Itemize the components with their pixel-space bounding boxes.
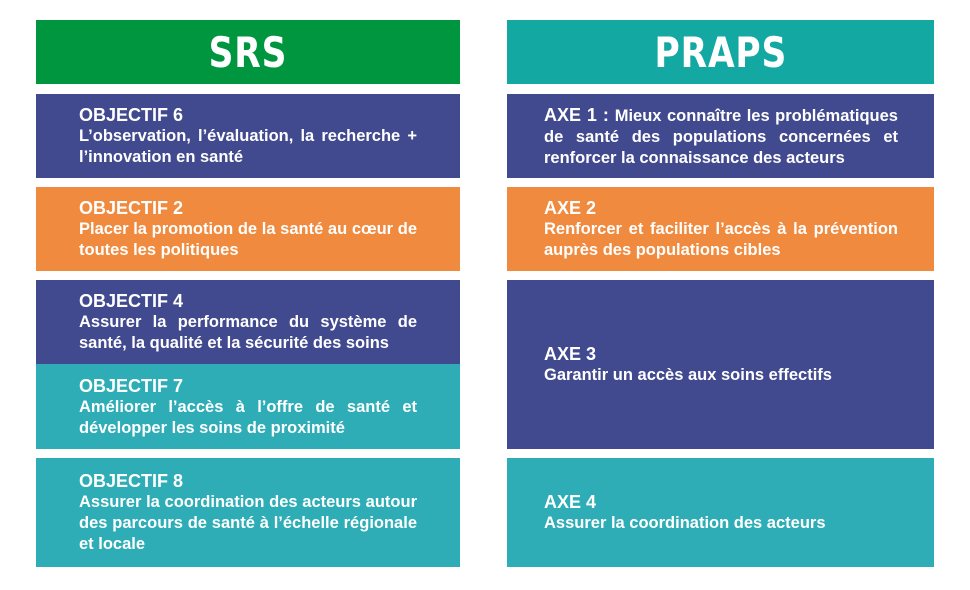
srs-objectif-8 (36, 458, 460, 567)
srs-objectif-6 (36, 94, 460, 178)
praps-axe-2-title: AXE 2 (544, 198, 597, 218)
srs-objectif-6-text: L’observation, l’évaluation, la recherche + l’innovation en santé (79, 127, 417, 166)
praps-axe-3-text: Garantir un accès aux soins effectifs (544, 366, 832, 384)
praps-axe-1 (507, 94, 934, 178)
praps-header (507, 20, 934, 84)
praps-axe-2 (507, 187, 934, 271)
srs-objectif-2 (36, 187, 460, 271)
srs-header (36, 20, 460, 84)
srs-objectif-4-title: OBJECTIF 4 (79, 291, 184, 311)
srs-objectif-7-text: Améliorer l’accès à l’offre de santé et développer les soins de proximité (79, 397, 417, 437)
praps-axe-1-text: Mieux connaître les problématiques de santé des populations concernées et renforcer la connaissance des acteurs (544, 106, 898, 167)
praps-axe-1-title: AXE 1 : (544, 104, 615, 125)
praps-axe-4-title: AXE 4 (544, 492, 597, 512)
praps-axe-3 (507, 280, 934, 449)
srs-objectif-6-title: OBJECTIF 6 (79, 105, 184, 125)
srs-objectif-8-title: OBJECTIF 8 (79, 471, 184, 491)
praps-axe-2-text: Renforcer et faciliter l’accès à la prévention auprès des populations cibles (544, 220, 898, 259)
srs-objectif-4-text: Assurer la performance du système de santé, la qualité et la sécurité des soins (79, 313, 417, 352)
praps-header-label: PRAPS (654, 27, 787, 77)
srs-header-label: SRS (208, 27, 288, 77)
praps-axe-3-title: AXE 3 (544, 344, 597, 364)
srs-objectif-7 (36, 364, 460, 449)
srs-objectif-4 (36, 280, 460, 364)
praps-axe-4-text: Assurer la coordination des acteurs (544, 514, 826, 532)
srs-objectif-8-text: Assurer la coordination des acteurs autour des parcours de santé à l’échelle régionale et locale (79, 493, 417, 553)
srs-objectif-2-text: Placer la promotion de la santé au cœur de toutes les politiques (79, 220, 417, 259)
praps-axe-4 (507, 458, 934, 567)
praps-axe-1-content (507, 104, 934, 169)
srs-objectif-2-title: OBJECTIF 2 (79, 198, 184, 218)
srs-objectif-7-title: OBJECTIF 7 (79, 375, 184, 396)
